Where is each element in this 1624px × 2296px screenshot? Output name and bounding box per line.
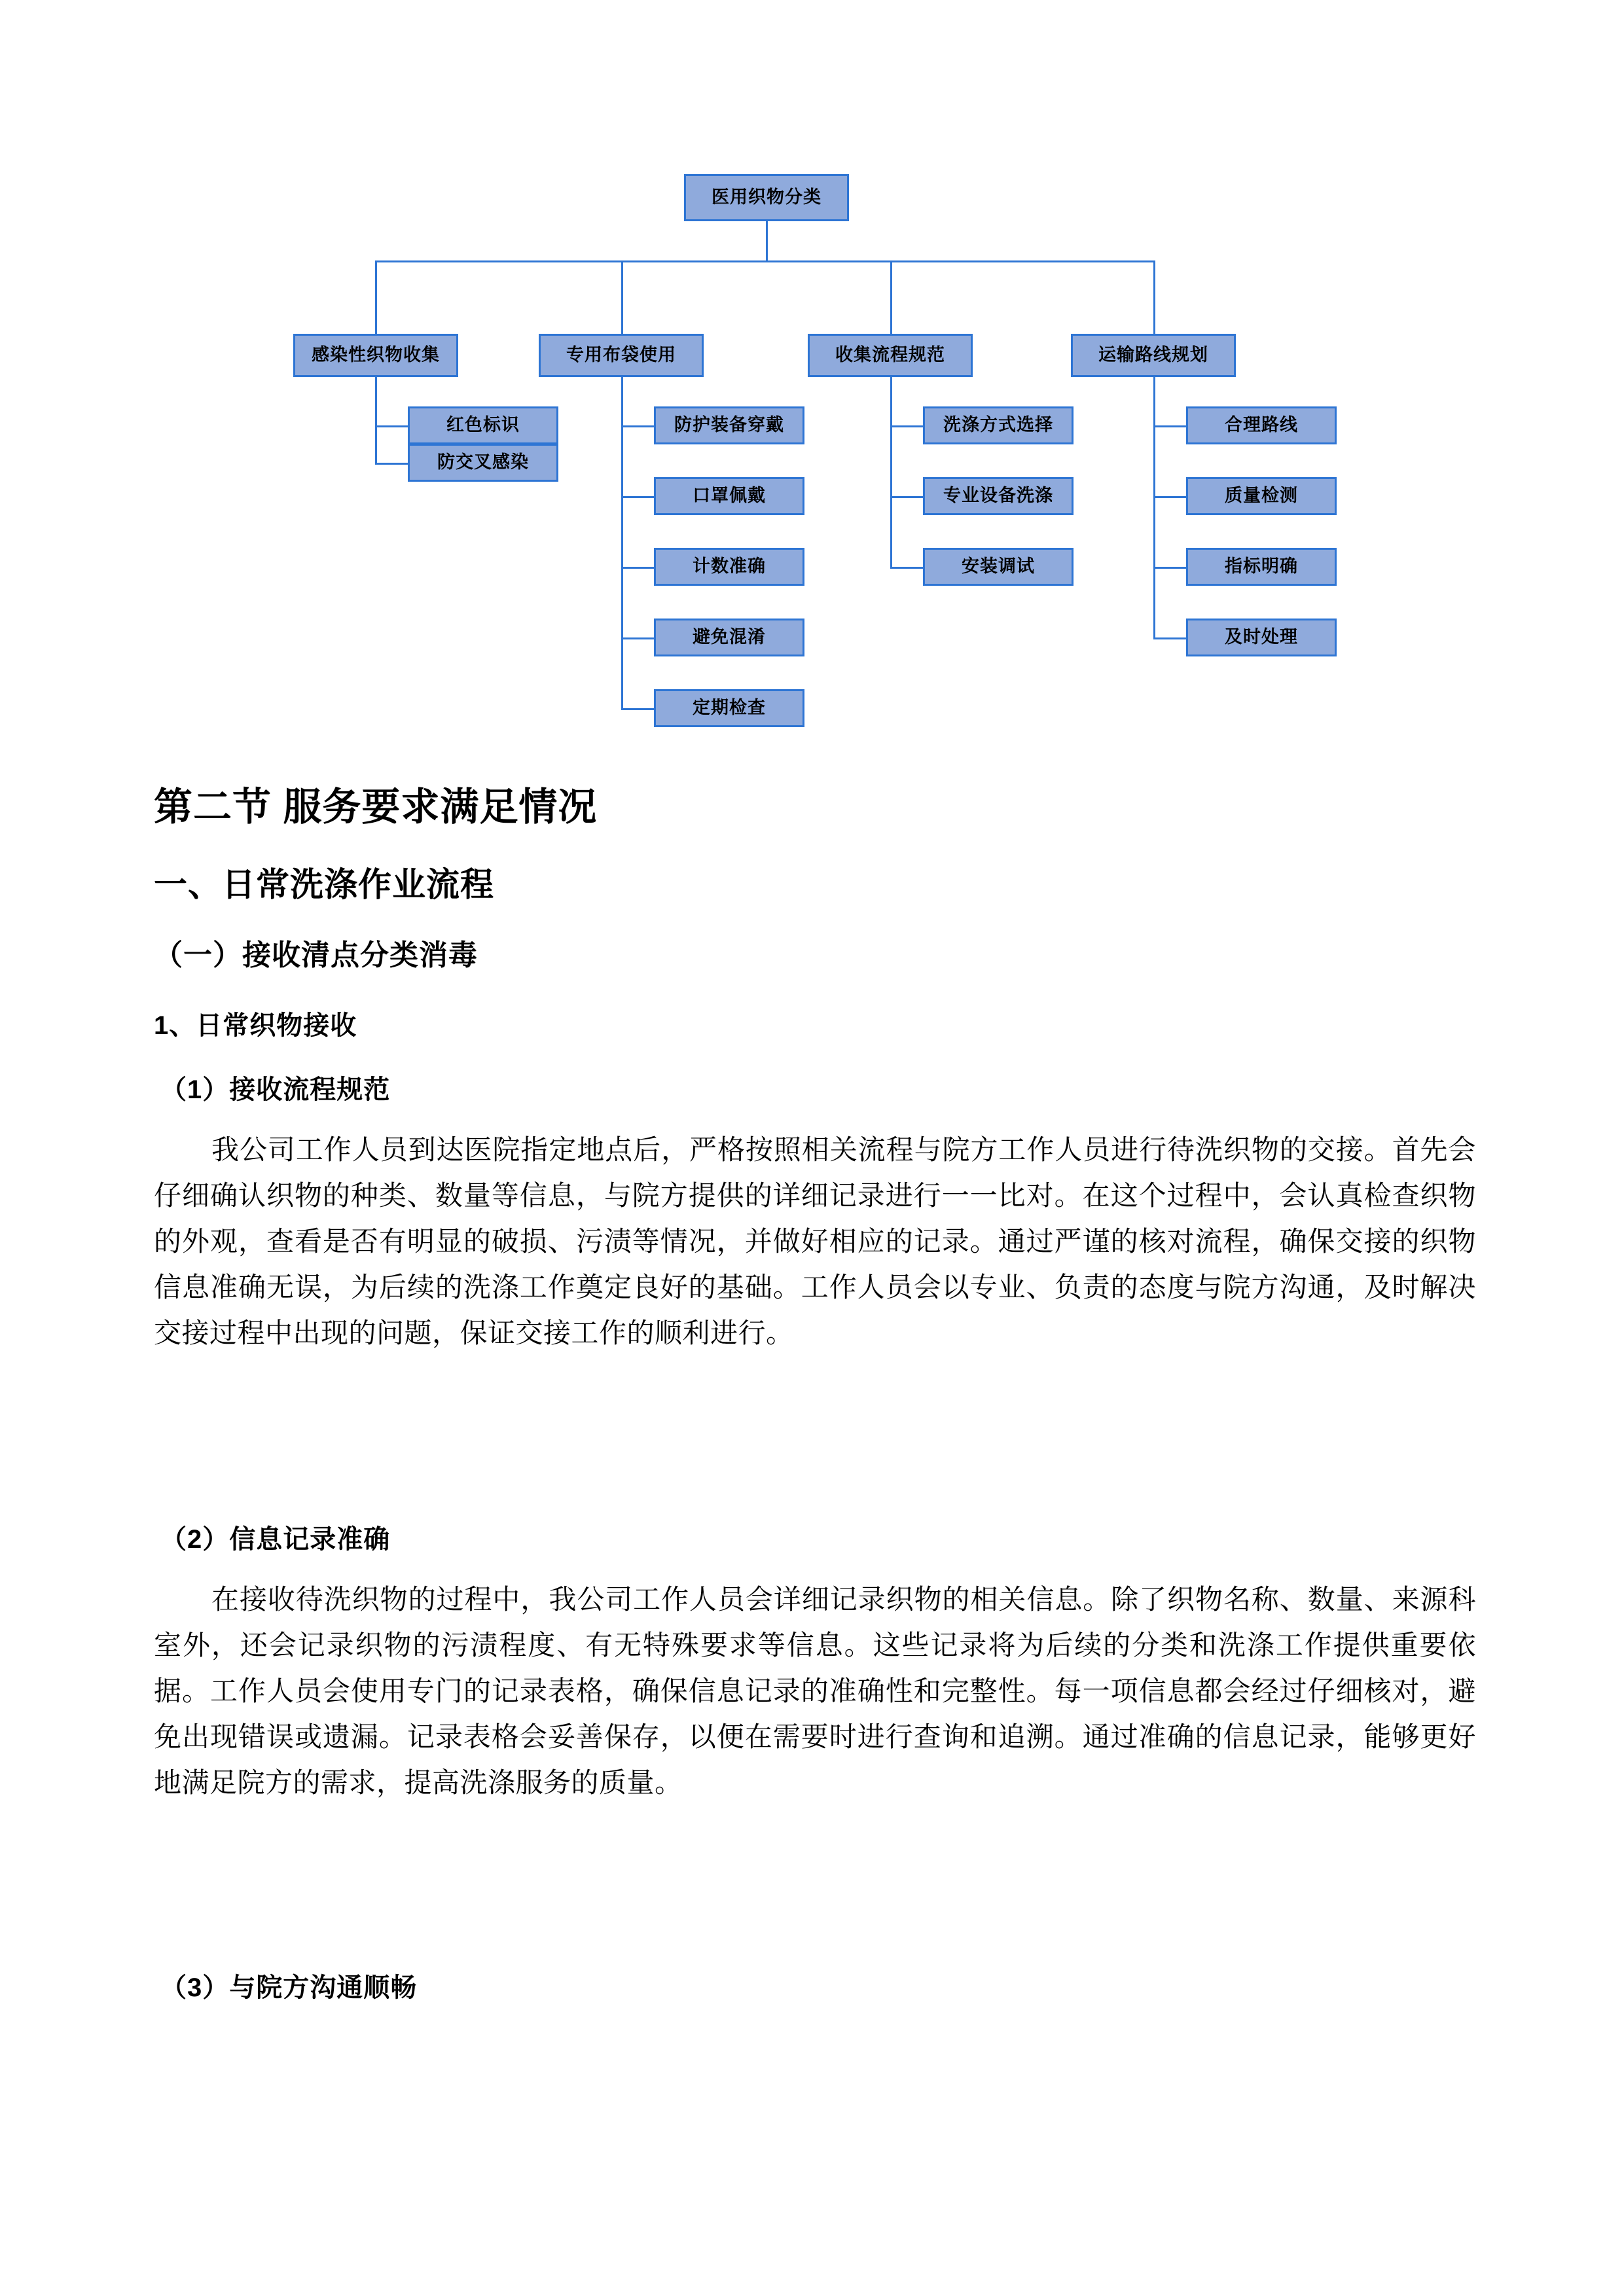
connector-col-3-leaf-2 (890, 496, 923, 498)
diagram-leaf-node-2-5: 定期检查 (654, 689, 804, 727)
connector-col-3-spine (890, 377, 892, 568)
org-chart-diagram (0, 137, 1624, 785)
diagram-leaf-node-4-1: 合理路线 (1186, 406, 1337, 444)
connector-col-2-leaf-3 (621, 567, 654, 569)
connector-branch-1-drop (375, 260, 377, 334)
diagram-leaf-node-1-1: 红色标识 (408, 406, 558, 444)
connector-level1-bus (375, 260, 1153, 262)
diagram-leaf-node-3-2: 专业设备洗涤 (923, 477, 1074, 515)
diagram-leaf-node-1-2: 防交叉感染 (408, 444, 558, 482)
diagram-leaf-node-4-2: 质量检测 (1186, 477, 1337, 515)
connector-col-2-leaf-4 (621, 637, 654, 639)
diagram-leaf-node-2-3: 计数准确 (654, 548, 804, 586)
subsection-heading: （一）接收清点分类消毒 (154, 939, 478, 971)
sub-item-2-body: 在接收待洗织物的过程中，我公司工作人员会详细记录织物的相关信息。除了织物名称、数量、来源科室外，还会记录织物的污渍程度、有无特殊要求等信息。这些记录将为后续的分类和洗涤工作提供重要依据。工作人员会使用专门的记录表格，确保信息记录的准确性和完整性。每一项信息都会经过仔细核对，避免出现错误或遗漏。记录表格会妥善保存，以便在需要时进行查询和追溯。通过准确的信息记录，能够更好地满足院方的需求，提高洗涤服务的质量。 (154, 1585, 1476, 1799)
connector-branch-3-drop (890, 260, 892, 334)
section-heading: 第二节 服务要求满足情况 (154, 785, 598, 829)
diagram-leaf-node-3-1: 洗涤方式选择 (923, 406, 1074, 444)
diagram-leaf-node-4-4: 及时处理 (1186, 619, 1337, 656)
sub-item-1-heading: （1）接收流程规范 (160, 1075, 391, 1104)
connector-branch-4-drop (1153, 260, 1155, 334)
diagram-leaf-node-2-1: 防护装备穿戴 (654, 406, 804, 444)
connector-col-1-leaf-2 (375, 463, 408, 465)
diagram-leaf-node-2-4: 避免混淆 (654, 619, 804, 656)
connector-col-3-leaf-3 (890, 567, 923, 569)
connector-col-2-leaf-2 (621, 496, 654, 498)
connector-col-2-spine-lower (621, 644, 623, 709)
diagram-branch-node-2: 专用布袋使用 (539, 334, 704, 377)
diagram-branch-node-3: 收集流程规范 (808, 334, 973, 377)
connector-col-3-leaf-1 (890, 425, 923, 427)
connector-col-4-leaf-4 (1153, 637, 1186, 639)
diagram-root-node: 医用织物分类 (684, 174, 849, 221)
connector-col-1-leaf-1 (375, 425, 408, 427)
connector-col-4-spine (1153, 377, 1155, 639)
diagram-branch-node-4: 运输路线规划 (1071, 334, 1236, 377)
connector-col-4-leaf-3 (1153, 567, 1186, 569)
connector-col-2-leaf-5 (621, 708, 654, 710)
chapter-heading: 一、日常洗涤作业流程 (154, 866, 495, 903)
sub-item-1-body: 我公司工作人员到达医院指定地点后，严格按照相关流程与院方工作人员进行待洗织物的交接。首先会仔细确认织物的种类、数量等信息，与院方提供的详细记录进行一一比对。在这个过程中，会认真检查织物的外观，查看是否有明显的破损、污渍等情况，并做好相应的记录。通过严谨的核对流程，确保交接的织物信息准确无误，为后续的洗涤工作奠定良好的基础。工作人员会以专业、负责的态度与院方沟通，及时解决交接过程中出现的问题，保证交接工作的顺利进行。 (154, 1136, 1476, 1349)
diagram-branch-node-1: 感染性织物收集 (293, 334, 458, 377)
diagram-leaf-node-4-3: 指标明确 (1186, 548, 1337, 586)
connector-col-1-spine (375, 377, 377, 463)
item-heading: 1、日常织物接收 (154, 1011, 357, 1040)
connector-col-4-leaf-1 (1153, 425, 1186, 427)
connector-root-stem (766, 221, 768, 260)
sub-item-3-heading: （3）与院方沟通顺畅 (160, 1973, 418, 2002)
connector-col-2-leaf-1 (621, 425, 654, 427)
connector-col-4-leaf-2 (1153, 496, 1186, 498)
connector-branch-2-drop (621, 260, 623, 334)
sub-item-2-heading: （2）信息记录准确 (160, 1525, 391, 1554)
connector-col-2-spine (621, 377, 623, 644)
diagram-leaf-node-2-2: 口罩佩戴 (654, 477, 804, 515)
diagram-leaf-node-3-3: 安装调试 (923, 548, 1074, 586)
